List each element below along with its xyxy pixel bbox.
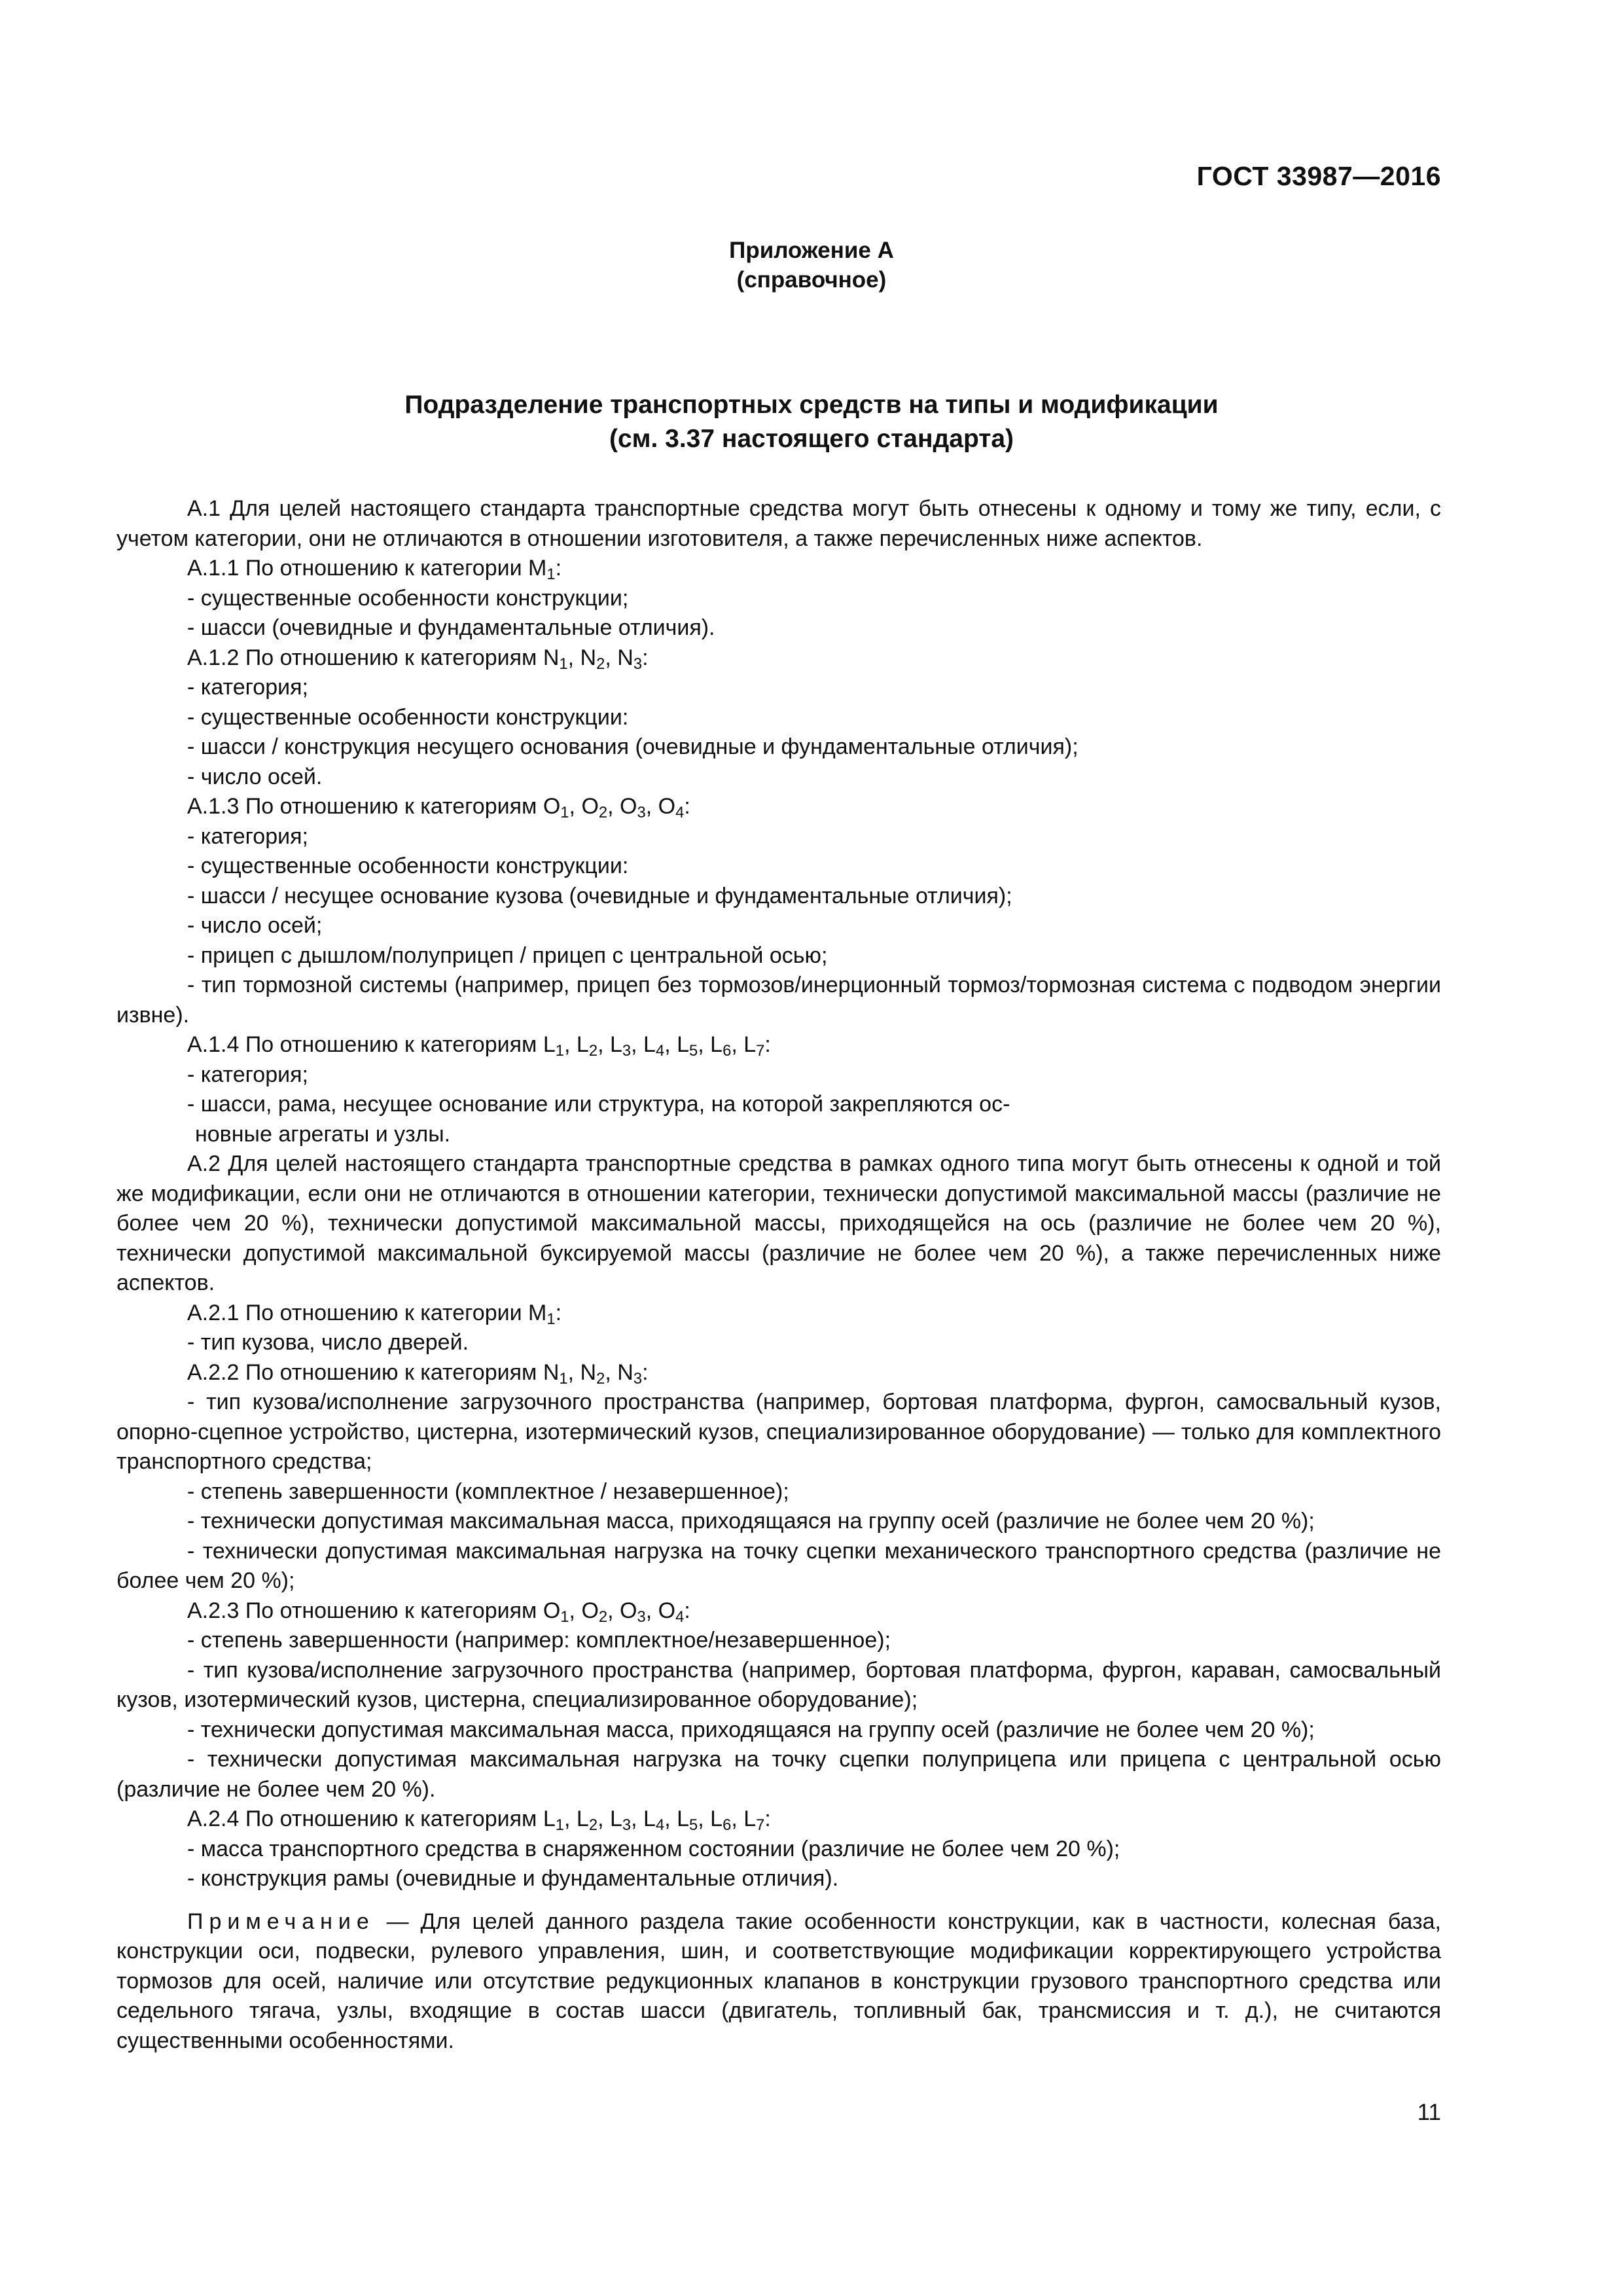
list-item: - существенные особенности конструкции; xyxy=(187,585,629,611)
list-item: - технически допустимая максимальная нагрузка на точку сцепки полуприцепа или прицепа с центральной осью (различие не более чем 20 %). xyxy=(116,1747,1441,1802)
list-item: - степень завершенности (комплектное / незавершенное); xyxy=(187,1479,789,1504)
heading-a23: А.2.3 По отношению к категориям $О_1$, $О_2$, $О_3$, $О_4$: xyxy=(187,1598,690,1626)
list-item: - технически допустимая максимальная масса, приходящаяся на группу осей (различие не более чем 20 %); xyxy=(187,1509,1315,1534)
list-item: - технически допустимая максимальная нагрузка на точку сцепки механического транспортного средства (различие не более чем 20 %); xyxy=(116,1538,1441,1593)
list-item: - существенные особенности конструкции: xyxy=(187,853,629,878)
list-item: - технически допустимая максимальная масса, приходящаяся на группу осей (различие не более чем 20 %); xyxy=(187,1717,1315,1742)
heading-a22: А.2.2 По отношению к категориям $N_1$, $N_2$, $N_3$: xyxy=(187,1359,649,1388)
list-item: - тип тормозной системы (например, прицеп без тормозов/инерционный тормоз/тормозная система с подводом энергии извне). xyxy=(116,973,1441,1028)
list-item: - число осей. xyxy=(187,764,323,789)
list-item: - тип кузова/исполнение загрузочного пространства (например, бортовая платформа, фургон, самосвальный кузов, опорно-сцепное устройство, цистерна, изотермический кузов, специализированное оборудование) — только для комплектного транспортного средства; xyxy=(116,1390,1441,1474)
page-number: 11 xyxy=(1417,2100,1441,2125)
list-item: - число осей; xyxy=(187,913,323,938)
appendix-label: Приложение А xyxy=(729,238,894,263)
list-item: - категория; xyxy=(187,823,308,849)
list-item: - степень завершенности (например: комплектное/незавершенное); xyxy=(187,1628,891,1653)
title-line-2: (см. 3.37 настоящего стандарта) xyxy=(609,425,1014,453)
note-label: Примечание xyxy=(187,1909,375,1934)
heading-a21: А.2.1 По отношению к категории $М_1$: xyxy=(187,1300,562,1328)
list-item: - тип кузова/исполнение загрузочного пространства (например, бортовая платформа, фургон, караван, самосвальный кузов, изотермический кузов, цистерна, специализированное оборудование); xyxy=(116,1657,1441,1712)
heading-a24: А.2.4 По отношению к категориям $L_1$, $L_2$, $L_3$, $L_4$, $L_5$, $L_6$, $L_7$: xyxy=(187,1806,771,1834)
list-item: - масса транспортного средства в снаряженном состоянии (различие не более чем 20 %); xyxy=(187,1836,1120,1861)
list-item-continued: новные агрегаты и узлы. xyxy=(195,1121,451,1147)
appendix-heading xyxy=(0,236,1623,295)
heading-a11: А.1.1 По отношению к категории $М_1$: xyxy=(187,556,562,583)
heading-a14: А.1.4 По отношению к категориям $L_1$, $L_2$, $L_3$, $L_4$, $L_5$, $L_6$, $L_7$: xyxy=(187,1032,771,1060)
heading-a13: А.1.3 По отношению к категориям $О_1$, $О_2$, $О_3$, $О_4$: xyxy=(187,794,690,821)
list-item: - шасси / несущее основание кузова (очевидные и фундаментальные отличия); xyxy=(187,883,1012,908)
standard-code: ГОСТ 33987—2016 xyxy=(1196,161,1441,191)
list-item: - конструкция рамы (очевидные и фундаментальные отличия). xyxy=(187,1866,839,1891)
para-a2: А.2 Для целей настоящего стандарта транспортные средства в рамках одного типа могут быть отнесены к одной и той же модификации, если они не отличаются в отношении категории, технически допустимой максимальной массы (различие не более чем 20 %), технически допустимой максимальной массы, приходящейся на ось (различие не более чем 20 %), технически допустимой максимальной буксируемой массы (различие не более чем 20 %), а также перечисленных ниже аспектов. xyxy=(116,1151,1441,1295)
document-body xyxy=(116,494,1441,2056)
list-item: - шасси, рама, несущее основание или структура, на которой закрепляются ос- xyxy=(187,1092,1010,1117)
appendix-kind: (справочное) xyxy=(736,267,887,293)
list-item: - тип кузова, число дверей. xyxy=(187,1330,469,1355)
appendix-title xyxy=(0,388,1623,456)
list-item: - существенные особенности конструкции: xyxy=(187,704,629,730)
list-item: - прицеп с дышлом/полуприцеп / прицеп с центральной осью; xyxy=(187,942,828,968)
list-item: - категория; xyxy=(187,1062,308,1087)
list-item: - шасси (очевидные и фундаментальные отличия). xyxy=(187,615,715,640)
list-item: - категория; xyxy=(187,675,308,700)
title-line-1: Подразделение транспортных средств на типы и модификации xyxy=(404,391,1219,419)
heading-a12: А.1.2 По отношению к категориям $N_1$, $N_2$, $N_3$: xyxy=(187,645,649,673)
note xyxy=(116,1907,1441,2056)
list-item: - шасси / конструкция несущего основания (очевидные и фундаментальные отличия); xyxy=(187,734,1079,759)
note-text: — Для целей данного раздела такие особенности конструкции, как в частности, колесная база, конструкции оси, подвески, рулевого управления, шин, и соответствующие модификации корректирующего устройства тормозов для осей, наличие или отсутствие редукционных клапанов в конструкции грузового транспортного средства или седельного тягача, узлы, входящие в состав шасси (двигатель, топливный бак, трансмиссия и т. д.), не считаются существенными особенностями. xyxy=(116,1909,1441,2053)
para-a1: А.1 Для целей настоящего стандарта транспортные средства могут быть отнесены к одному и тому же типу, если, с учетом категории, они не отличаются в отношении изготовителя, а также перечисленных ниже аспектов. xyxy=(116,496,1441,551)
